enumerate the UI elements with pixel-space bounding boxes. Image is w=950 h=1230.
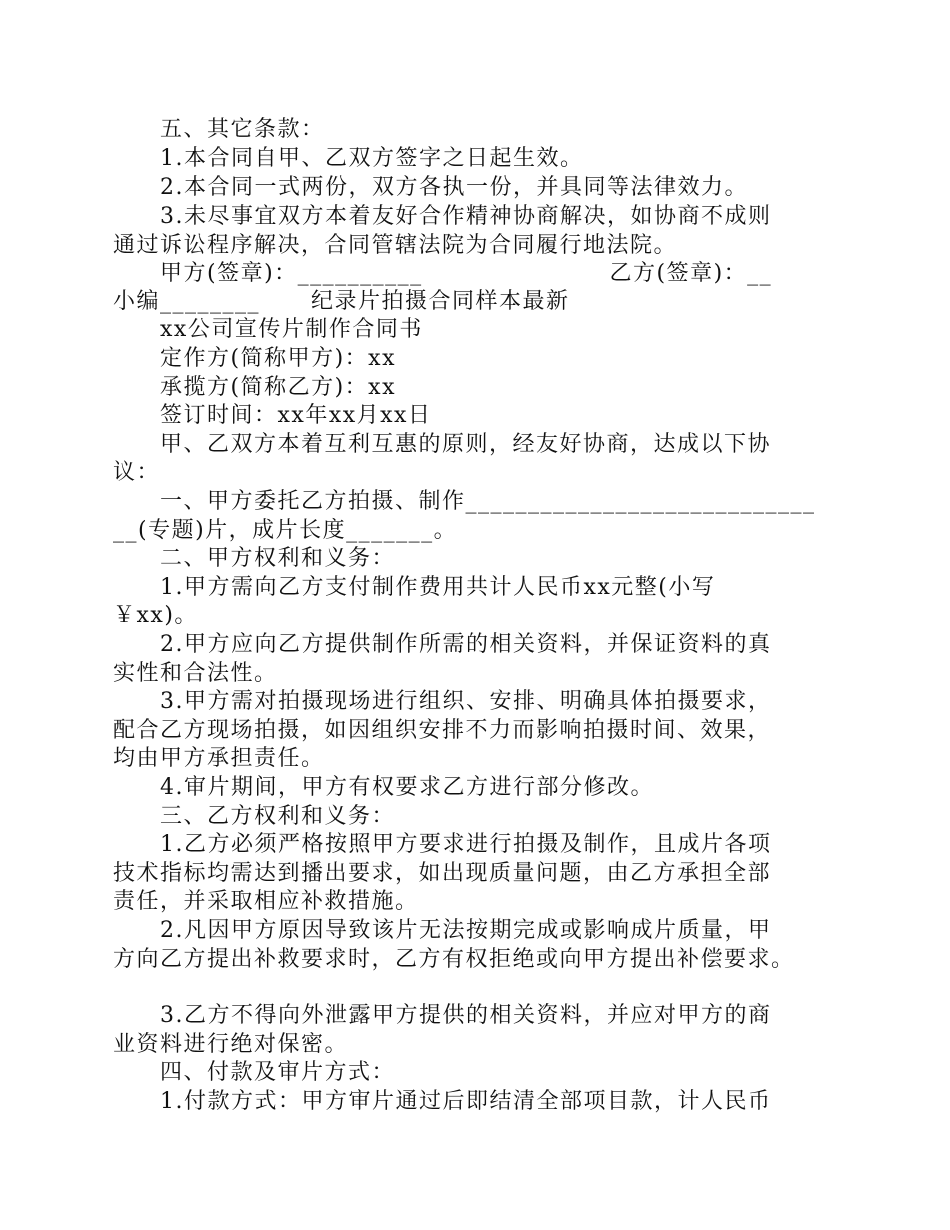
clause-line: 技术指标均需达到播出要求，如出现质量问题，由乙方承担全部 — [113, 861, 772, 886]
clause-line: 1.付款方式：甲方审片通过后即结清全部项目款，计人民币 — [160, 1089, 772, 1114]
clause-line: ￥xx)。 — [113, 603, 198, 628]
signing-date-line: 签订时间：xx年xx月xx日 — [160, 403, 432, 428]
preamble-line: 议： — [113, 460, 161, 485]
clause-line: 均由甲方承担责任。 — [113, 746, 325, 771]
preamble-line: 甲、乙双方本着互利互惠的原则，经友好协商，达成以下协 — [160, 432, 772, 457]
clause-line: 2.甲方应向乙方提供制作所需的相关资料，并保证资料的真 — [160, 632, 772, 657]
party-a-line: 定作方(简称甲方)：xx — [160, 346, 396, 371]
section-heading-party-a: 二、甲方权利和义务： — [160, 546, 396, 571]
clause-line: 配合乙方现场拍摄，如因组织安排不力而影响拍摄时间、效果， — [113, 718, 772, 743]
clause-line: 责任，并采取相应补救措施。 — [113, 889, 419, 914]
clause-line: 1.乙方必须严格按照甲方要求进行拍摄及制作，且成片各项 — [160, 832, 772, 857]
clause-line: 业资料进行绝对保密。 — [113, 1032, 349, 1057]
clause-line: 2.本合同一式两份，双方各执一份，并具同等法律效力。 — [160, 175, 748, 200]
clause-line: 3.乙方不得向外泄露甲方提供的相关资料，并应对甲方的商 — [160, 1003, 772, 1028]
section-heading-payment: 四、付款及审片方式： — [160, 1060, 396, 1085]
clause-line: 3.未尽事宜双方本着友好合作精神协商解决，如协商不成则 — [160, 204, 772, 229]
clause-line: 4.审片期间，甲方有权要求乙方进行部分修改。 — [160, 775, 654, 800]
clause-line: 3.甲方需对拍摄现场进行组织、安排、明确具体拍摄要求， — [160, 689, 772, 714]
clause-line: 1.甲方需向乙方支付制作费用共计人民币xx元整(小写 — [160, 575, 716, 600]
signature-line: 甲方(签章)：__________ 乙方(签章)：__ — [160, 261, 773, 286]
contract-title: xx公司宣传片制作合同书 — [160, 317, 423, 342]
clause-line: 1.本合同自甲、乙双方签字之日起生效。 — [160, 146, 584, 171]
clause-line: 实性和合法性。 — [113, 661, 278, 686]
section-one-line: 一、甲方委托乙方拍摄、制作____________________________ — [160, 489, 816, 514]
clause-line: 方向乙方提出补救要求时，乙方有权拒绝或向甲方提出补偿要求。 — [113, 947, 795, 972]
section-heading-other-terms: 五、其它条款： — [160, 117, 325, 142]
title-line: 小编________ 纪录片拍摄合同样本最新 — [113, 289, 570, 314]
section-one-line: __(专题)片，成片长度_______。 — [113, 518, 458, 543]
party-b-line: 承揽方(简称乙方)：xx — [160, 375, 396, 400]
clause-line: 通过诉讼程序解决，合同管辖法院为合同履行地法院。 — [113, 233, 678, 258]
clause-line: 2.凡因甲方原因导致该片无法按期完成或影响成片质量，甲 — [160, 918, 772, 943]
section-heading-party-b: 三、乙方权利和义务： — [160, 804, 396, 829]
